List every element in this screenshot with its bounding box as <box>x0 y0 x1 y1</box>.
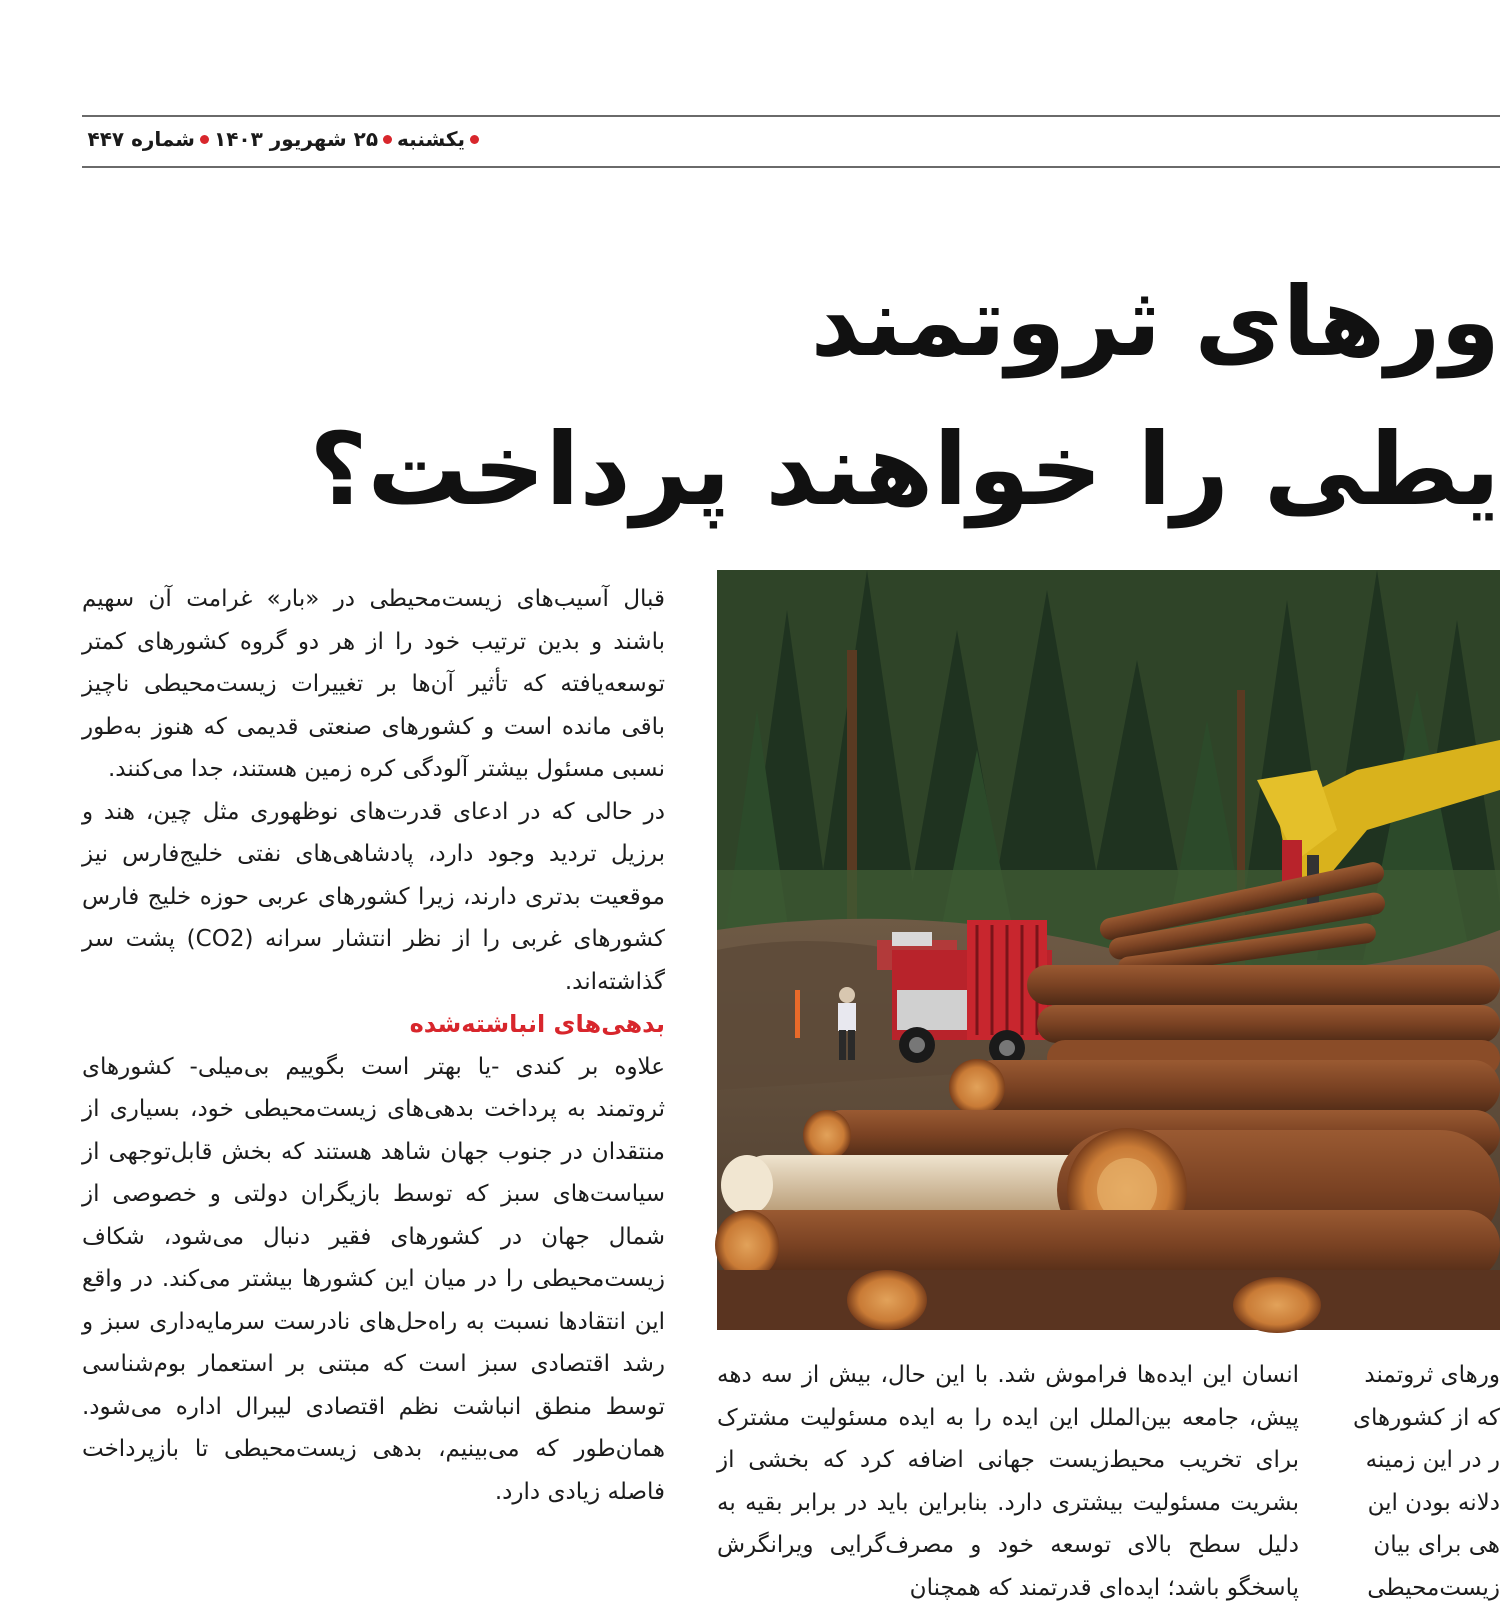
middle-column <box>717 1354 1299 1607</box>
header-top-rule <box>82 115 1500 117</box>
headline-line-2 <box>470 405 1500 535</box>
headline-line-1 <box>860 262 1500 382</box>
dateline <box>82 124 482 154</box>
right-column-line: ر در این زمینه <box>1340 1439 1500 1482</box>
bullet-dot-icon <box>470 135 479 144</box>
dateline-day: یکشنبه <box>397 124 465 154</box>
subheading: بدهی‌های انباشته‌شده <box>82 1003 665 1046</box>
logging-site-photo <box>717 570 1500 1330</box>
logging-photo-illustration <box>717 570 1500 1330</box>
bullet-dot-icon <box>200 135 209 144</box>
right-column-line: ورهای ثروتمند <box>1340 1354 1500 1397</box>
right-column-line: هی برای بیان <box>1340 1524 1500 1567</box>
paragraph-1: قبال آسیب‌های زیست‌محیطی در «بار» غرامت آن سهیم باشند و بدین ترتیب خود را از هر دو گروه کشورهای کمتر توسعه‌یافته که تأثیر آن‌ها بر تغییرات زیست‌محیطی ناچیز باقی مانده است و کشورهای صنعتی قدیمی که هنوز به‌طور نسبی مسئول بیشتر آلودگی کره زمین هستند، جدا می‌کنند. <box>82 578 665 791</box>
dateline-issue: شماره ۴۴۷ <box>87 124 195 154</box>
headline-line-1-text: ورهای ثروتمند <box>811 262 1500 382</box>
header-bottom-rule <box>82 166 1500 168</box>
right-column <box>1340 1354 1500 1607</box>
right-column-line: دلانه بودن این <box>1340 1482 1500 1525</box>
bullet-dot-icon <box>383 135 392 144</box>
headline-line-2-text: یطی را خواهند پرداخت؟ <box>309 405 1500 535</box>
paragraph-3: علاوه بر کندی -یا بهتر است بگوییم بی‌میلی- کشورهای ثروتمند به پرداخت بدهی‌های زیست‌محیطی خود، بسیاری از منتقدان در جنوب جهان شاهد هستند که بخش قابل‌توجهی از سیاست‌های سبز که توسط بازیگران دولتی و خصوصی از شمال جهان در کشورهای فقیر دنبال می‌شود، شکاف زیست‌محیطی را در میان این کشورها بیشتر می‌کند. در واقع این انتقادها نسبت به راه‌حل‌های نادرست سرمایه‌داری سبز و رشد اقتصادی سبز است که مبتنی بر استعمار بوم‌شناسی توسط منطق انباشت نظم اقتصادی لیبرال اداره می‌شود. همان‌طور که می‌بینیم، بدهی زیست‌محیطی تا بازپرداخت فاصله زیادی دارد. <box>82 1046 665 1514</box>
dateline-date: ۲۵ شهریور ۱۴۰۳ <box>214 124 378 154</box>
left-column <box>82 578 665 1513</box>
middle-paragraph: انسان این ایده‌ها فراموش شد. با این حال، بیش از سه دهه پیش، جامعه بین‌الملل این ایده را به ایده مسئولیت مشترک برای تخریب محیط‌زیست جهانی اضافه کرد که بخشی از بشریت مسئولیت بیشتری دارد. بنابراین باید در برابر بقیه به دلیل سطح بالای توسعه خود و مصرف‌گرایی ویرانگرش پاسخگو باشد؛ ایده‌ای قدرتمند که همچنان <box>717 1354 1299 1609</box>
right-column-line: که از کشورهای <box>1340 1397 1500 1440</box>
right-column-line: زیست‌محیطی <box>1340 1567 1500 1609</box>
paragraph-2: در حالی که در ادعای قدرت‌های نوظهوری مثل چین، هند و برزیل تردید وجود دارد، پادشاهی‌های نفتی خلیج‌فارس نیز موقعیت بدتری دارند، زیرا کشورهای عربی حوزه خلیج فارس کشورهای غربی را از نظر انتشار سرانه (CO2) پشت سر گذاشته‌اند. <box>82 791 665 1004</box>
